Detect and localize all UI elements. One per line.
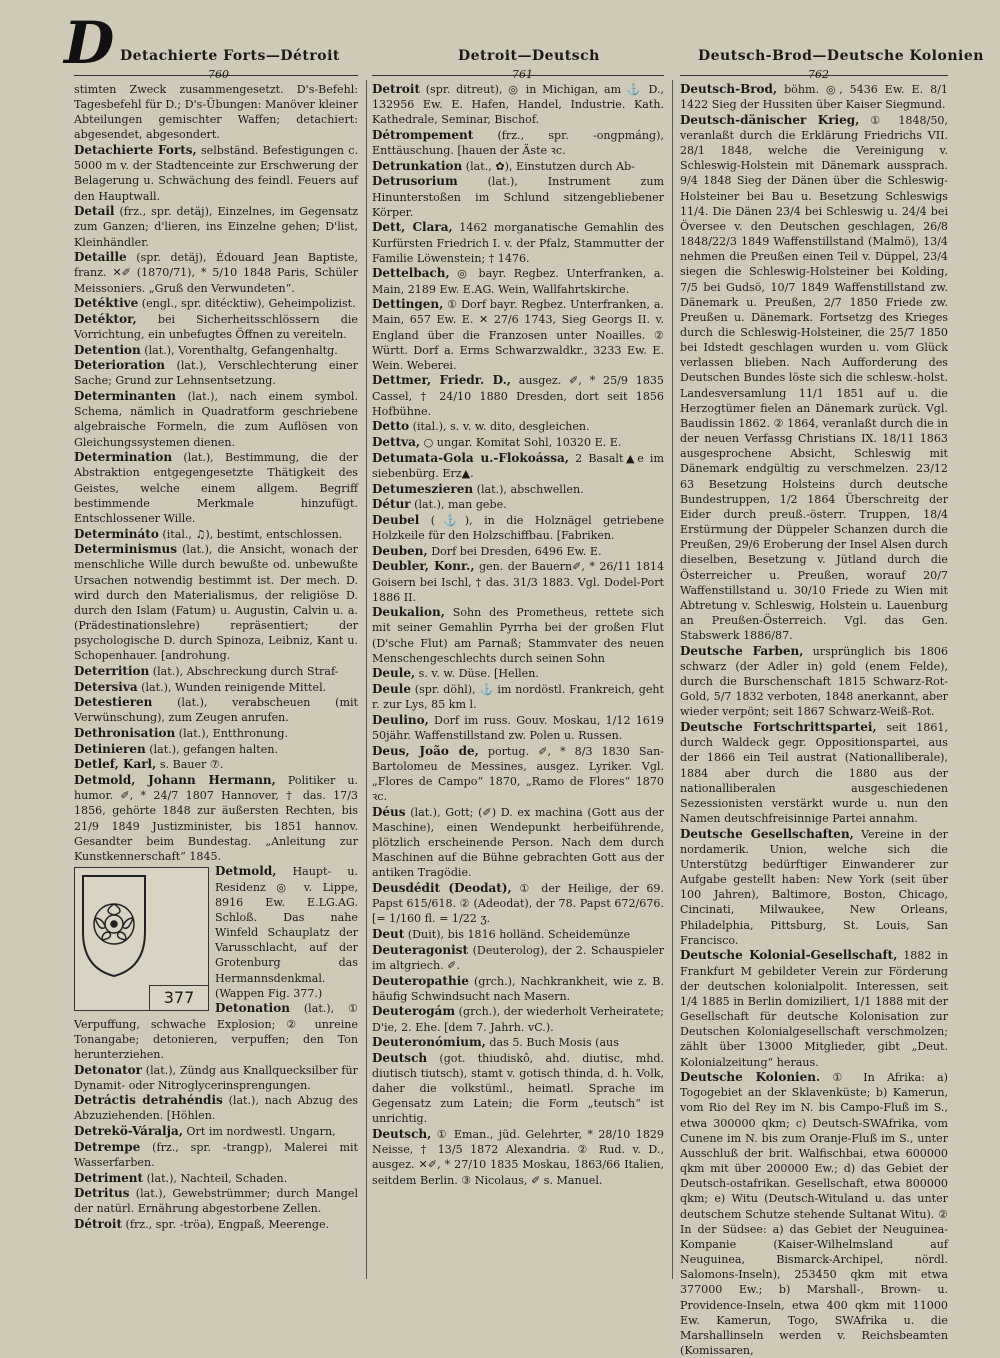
headword: Deus, João de, [372,743,479,758]
headword: Deut [372,927,405,942]
headword: Dettelbach, [372,266,450,281]
dictionary-entry [74,143,358,204]
entry-text: (engl., spr. ditécktiw), Geheimpolizist. [138,297,356,311]
entry-text: (lat.), Instrument zum Hinunterstoßen im Schlund sitzengebliebener Körper. [372,175,664,219]
dictionary-entry [372,266,664,296]
entry-text: (lat.), Zündg aus Knallquecksilber für Dynamit- oder Nitroglycerinsprengungen. [74,1063,358,1092]
dictionary-entry [372,666,664,681]
headword: Detaille [74,250,127,265]
headword: Detachierte Forts, [74,143,197,158]
dictionary-entry [372,297,664,373]
dictionary-entry [372,373,664,418]
headword: Dettingen, [372,297,444,312]
headword: Deutsch-dänischer Krieg, [680,112,860,127]
dictionary-entry [74,542,358,663]
headword: Detail [74,204,115,219]
headword: Detonation [215,1001,290,1016]
dictionary-entry [74,204,358,249]
entry-text: seit 1861, durch Waldeck gegr. Oppositionspartei, aus der 1866 ein Teil austrat (Nationalliberale), 1884 aber durch die 1880 aus der nationalliberalen ausgeschiedenen Sezessionisten verstärkt wurde u. nun den Namen deutschfreisinnige Partei annahm. [680,721,949,825]
entry-text: ① der Heilige, der 69. Papst 615/618. ② (Adeodat), der 78. Papst 672/676. [= 1/160 fl. = 1/22 ʒ. [372,882,664,926]
headword: Deuteragonist [372,942,469,957]
entry-text: ausgez. ✐, * 25/9 1835 Cassel, † 24/10 1880 Dresden, dort seit 1856 Hofbühne. [372,374,664,418]
headword: Detrekö-Váralja, [74,1124,183,1139]
headword: Deuben, [372,543,428,558]
headword: Dethronisation [74,726,176,741]
dictionary-entry [372,482,664,497]
headword: Detéktor, [74,311,137,326]
entry-text: portug. ✐, * 8/3 1830 San-Bartolomeu de Messines, ausgez. Lyriker. Vgl. „Flores de Campo“ 1870, „Ramo de Flores“ 1870 ꝛc. [372,744,664,804]
headword: Deutsch-Brod, [680,82,778,96]
headword: Deuterogám [372,1004,456,1019]
entry-text: bei Sicherheitsschlössern die Vorrichtung, ein unbefugtes Öffnen zu vereiteln. [74,312,358,341]
dictionary-entry [74,773,358,864]
column-1 [74,82,358,1281]
entry-text: (lat.), Wunden reinigende Mittel. [137,680,327,694]
entry-text: Vereine in der nordamerik. Union, welche sich die Unterstützg bedürftiger Einwanderer zur Aufgabe gestellt haben: New York (seit über 100 Jahren), Baltimore, Boston, Chicago, Cincinati, Milwaukee, New Orleans, Philadelphia, Pittsburg, St. Louis, San Francisco. [680,827,948,947]
entry-text: (lat.), gefangen halten. [145,742,279,756]
dictionary-entry [372,1004,664,1034]
headword: Deubler, Konr., [372,559,475,574]
dictionary-entry [372,927,664,942]
dictionary-entry [372,682,664,712]
dictionary-entry [74,358,358,388]
dictionary-entry [74,450,358,526]
entry-text: (spr. ditreut), ◎ in Michigan, am ⚓ D., 132956 Ew. E. Hafen, Handel, Industrie. Kath. Kathedrale, Seminar, Bischof. [372,83,664,127]
section-letter: D [64,9,115,77]
dictionary-entry [372,82,664,127]
headword: Deutsche Fortschrittspartei, [680,720,877,735]
entry-text: (ital.), s. v. w. dito, desgleichen. [409,420,590,434]
dictionary-entry [74,250,358,295]
headword: Détrompement [372,127,474,142]
headword: Deukalion, [372,605,445,620]
entry-text: (ital., ♫), bestimt, entschlossen. [158,527,343,541]
page-number-right: 762 [808,68,829,81]
entry-text: (lat.), man gebe. [410,498,507,512]
header-right: Deutsch-Brod—Deutsche Kolonien [698,48,984,64]
dictionary-entry [372,713,664,743]
entry-text: s. Bauer ⑦. [156,758,224,772]
dictionary-entry [680,113,948,643]
dictionary-entry [372,419,664,434]
entry-text: (lat.), abschwellen. [473,482,584,496]
entry-text: ◎ bayr. Regbez. Unterfranken, a. Main, 2189 Ew. E.AG. Wein, Wallfahrtskirche. [372,267,664,296]
column-2 [372,82,664,1281]
dictionary-entry [74,1124,358,1139]
page-number-left: 760 [208,68,229,81]
headword: Detroit [372,82,421,96]
dictionary-entry [372,744,664,805]
headword: Deutsch [372,1050,428,1065]
entry-text: Haupt- u. Residenz ◎ v. Lippe, 8916 Ew. E.LG.AG. Schloß. Das nahe Winfeld Schauplatz der Varusschlacht, auf der Grotenburg das Hermannsdenkmal. (Wappen Fig. 377.) [215,865,358,1000]
headword: Deule, [372,666,416,681]
headword: Determinismus [74,542,178,557]
headword: Detmold, Johann Hermann, [74,773,276,788]
entry-text: Sohn des Prometheus, rettete sich mit seiner Gemahlin Pyrrha bei der großen Flut (D'sche Flut) am Parnaß; Stammvater des neuen Menschengeschlechts durch seinen Sohn [372,606,664,665]
dictionary-entry [680,948,948,1069]
dictionary-entry [74,82,358,143]
entry-text: (grch.), Nachkrankheit, wie z. B. häufig Schwindsucht nach Masern. [372,974,664,1003]
dictionary-entry [372,559,664,604]
headword: Déus [372,804,406,819]
entry-text: s. v. w. Düse. [Hellen. [415,667,539,681]
entry-text: ① 1848/50, veranlaßt durch die Erklärung Friedrichs VII. 28/1 1848, welche die Vereinigung v. Schleswig-Holstein mit Dänemark aussprach. 9/4 1848 Sieg der Dänen über die Schleswig-Holsteiner bei Bau u. Besetzung Schleswigs 11/4. Die Dänen 23/4 bei Schleswig u. 24/4 bei Översee v. den Deutschen geschlagen, 26/8 1848/22/3 1849 Waffenstillstand (Malmö), 13/4 nehmen die Preußen einen Teil v. Düppel, 23/4 siegen die Schleswig-Holsteiner bei Kolding, 7/5 bei Gudsö, 10/7 1849 Waffenstillstand zw. Dänemark u. Preußen, 2/7 1850 Friede zw. Preußen u. Dänemark. Fortsetzg des Krieges durch die Schleswig-Holsteiner, die 25/7 1850 bei Idstedt geschlagen wurden u. vom Glück verlassen blieben. Nach Aufforderung des Deutschen Bundes löste sich die schlesw.-holst. Landesversamlung 11/1 1851 auf u. die Herzogtümer fielen an Dänemark zurück. Vgl. Baudissin 1862. ② 1864, veranlaßt durch die in der neuen Verfassg Christians IX. 18/11 1863 ausgesprochene Absicht, Schleswig mit Dänemark endgültig zu verschmelzen. 23/12 63 Besetzung Holsteins durch deutsche Bundestruppen, 1/2 1864 Überschreitg der Eider durch preuß.-österr. Truppen, 18/4 Erstürmung der Düppeler Schanzen durch die Preußen, 29/6 Eroberung der Insel Alsen durch dieselben, Besetzung v. Jütland durch die Österreicher u. Preußen, worauf 20/7 Waffenstillstand u. 30/10 Friede zu Wien mit Abtretung v. Schleswig, Holstein u. Lauenburg an Preußen-Österreich. Vgl. das Gen. Stabswerk 1886/87. [680,113,948,643]
rose-shield-icon [79,872,149,980]
dictionary-entry [372,974,664,1004]
headword: Deutsche Kolonial-Gesellschaft, [680,948,898,963]
dictionary-entry [372,513,664,543]
entry-text: (Duit), bis 1816 holländ. Scheidemünze [404,928,631,942]
headword: Deuteronómium, [372,1035,486,1050]
dictionary-entry [680,82,948,112]
entry-text: (lat., ✿), Einstutzen durch Ab- [462,159,635,173]
headword: Detersiva [74,679,138,694]
dictionary-entry [74,1093,358,1123]
dictionary-entry [372,174,664,219]
headword: Detinieren [74,741,146,756]
headword: Detlef, Karl, [74,757,157,772]
entry-text: (frz., spr. -tröa), Engpaß, Meerenge. [122,1218,330,1232]
dictionary-entry [372,159,664,174]
dictionary-entry [74,1171,358,1186]
headword: Deterioration [74,358,166,373]
headword: Deterrition [74,663,150,678]
dictionary-entry [372,435,664,450]
dictionary-entry [372,497,664,512]
entry-text: (frz., spr. -ongpmáng), Enttäuschung. [hauen der Äste ꝛc. [372,128,664,158]
headword: Determinanten [74,389,176,404]
entry-text: (got. thiudiskô, ahd. diutisc, mhd. diutisch tiutsch), stamt v. gotisch thinda, d. h. Volk, daher die volkstüml., heimatl. Sprache im Gegensatz zum Latein; die Form „teutsch“ ist unrichtig. [372,1051,664,1126]
figure-number: 377 [149,985,208,1010]
dictionary-entry [74,312,358,342]
dictionary-entry [372,881,664,926]
coat-of-arms-figure [74,867,209,1011]
column-divider [366,80,367,1279]
headword: Deulino, [372,712,429,727]
headword: Detrunkation [372,158,463,173]
dictionary-entry [372,1127,664,1188]
headword: Determination [74,450,173,465]
dictionary-entry [372,805,664,881]
entry-text: (lat.), Nachteil, Schaden. [143,1171,288,1185]
dictionary-entry [372,1035,664,1050]
headword: Detention [74,342,141,357]
entry-text: (lat.), Bestimmung, die der Abstraktion entgegengesetzte Thätigkeit des Geistes, welche einem allgem. Begriff bestimmende Merkmale hinzufügt. Entschlossener Wille. [74,451,358,525]
dictionary-entry [680,1070,948,1358]
dictionary-entry [74,664,358,679]
entry-text: böhm. ◎, 5436 Ew. E. 8/1 1422 Sieg der Hussiten über Kaiser Siegmund. [680,83,948,112]
dictionary-entry [74,1217,358,1232]
headword: Deutsche Kolonien. [680,1070,821,1085]
headword: Deutsche Farben, [680,643,804,658]
headword: Detriment [74,1170,144,1185]
entry-text: (lat.), verabscheuen (mit Verwünschung), zum Zeugen anrufen. [74,696,358,725]
entry-text: (grch.), der wiederholt Verheiratete; D'ie, 2. Ehe. [dem 7. Jahrh. vC.). [372,1005,664,1034]
headword: Detéktive [74,296,139,311]
dictionary-entry [74,742,358,757]
headword: Deutsch, [372,1127,432,1142]
entry-text: (lat.), Vorenthaltg, Gefangenhaltg. [140,343,338,357]
headword: Detrempe [74,1139,141,1154]
dictionary-entry [680,720,948,826]
dictionary-entry [680,644,948,720]
headword: Détur [372,497,411,512]
headword: Determináto [74,526,159,541]
headword: Dettmer, Friedr. D., [372,373,511,388]
dictionary-entry [372,544,664,559]
entry-text: (Deuterolog), der 2. Schauspieler im altgriech. ✐. [372,943,664,972]
dictionary-entry [372,943,664,973]
entry-text: selbständ. Befestigungen c. 5000 m v. der Stadtenceinte zur Erschwerung der Belagerung u. Schwächung des feindl. Feuers auf den Hauptwall. [74,144,358,203]
entry-text: (lat.), nach einem symbol. Schema, nämlich in Quadratform geschriebene algebraische Formeln, die zum Auflösen von Gleichungssystemen dienen. [74,390,358,449]
column-divider [672,80,673,1279]
headword: Deutsche Gesellschaften, [680,826,854,841]
header-left: Detachierte Forts—Détroit [120,48,340,64]
dictionary-entry [74,1063,358,1093]
entry-text: (lat.), Verschlechterung einer Sache; Grund zur Lehnsentsetzung. [74,359,358,388]
entry-text: (spr. döhl), ⚓ im nordöstl. Frankreich, geht r. zur Lys, 85 km l. [372,683,664,712]
dictionary-entry [680,827,948,948]
dictionary-entry [74,343,358,358]
entry-text: ursprünglich bis 1806 schwarz (der Adler in) gold (enem Felde), durch die Burschenschaft 1815 Schwarz-Rot-Gold, 5/7 1832 verboten, 1848 anerkannt, aber wieder verpönt; seit 1867 Schwarz-Weiß-Rot. [680,644,949,719]
headword: Deusdédit (Deodat), [372,881,512,896]
dictionary-entry [74,1140,358,1170]
entry-text: stimten Zweck zusammengesetzt. D's-Befehl: Tagesbefehl für D.; D's-Übungen: Manöver kleiner Abteilungen gemischter Waffen; detachiert: abgesendet, abgesondert. [74,83,358,142]
dictionary-entry [74,726,358,741]
column-3 [680,82,949,1357]
headword: Detrusorium [372,174,458,189]
headword: Detumeszieren [372,481,474,496]
headword: Detumata-Gola u.-Flokoássa, [372,450,569,465]
dictionary-entry [372,605,664,666]
headword: Deule [372,682,411,697]
entry-text: (lat.), Gott; (✐) D. ex machina (Gott aus der Maschine), einen Wendepunkt herbeiführende, plötzlich erscheinende Person. Nach dem durch Maschinen auf die Bühne gebrachten Gott aus der antiken Tragödie. [372,805,664,880]
entry-text: (lat.), Gewebstrümmer; durch Mangel der natürl. Ernährung abgestorbene Zellen. [74,1187,358,1216]
headword: Detráctis detrahéndis [74,1093,223,1108]
page-number-middle: 761 [512,68,533,81]
dictionary-entry [372,1051,664,1127]
entry-text: 1882 in Frankfurt M gebildeter Verein zur Förderung der deutschen kolonialpolit. Interessen, seit 1/4 1885 in Berlin domiziliert, 1/1 1888 mit der Gesellschaft für deutsche Kolonisation zur Deutschen Kolonialgesellschaft verschmolzen; zählt über 13000 Mitglieder, gibt „Deut. Kolonialzeitung“ heraus. [680,949,948,1069]
headword: Detmold, [215,864,277,879]
headword: Detestieren [74,695,153,710]
entry-text: Dorf bei Dresden, 6496 Ew. E. [427,544,602,558]
headword: Detonator [74,1062,142,1077]
dictionary-entry [372,128,664,158]
entry-text: ① In Afrika: a) Togogebiet an der Sklavenküste; b) Kamerun, vom Rio del Rey im N. bis Campo-Fluß im S., etwa 300000 qkm; c) Deutsch-SWAfrika, vom Cunene im N. bis zum Oranje-Fluß im S., unter Ausschluß der brit. Walfischbai, etwa 600000 qkm mit über 200000 Ew.; d) das Gebiet der Deutsch-ostafrikan. Gesellschaft, etwa 800000 qkm; e) Witu (Deutsch-Wituland u. das unter deutschem Schutze stehende Sultanat Witu). ② In der Südsee: a) das Gebiet der Neuguinea-Kompanie (Kaiser-Wilhelmsland auf Neuguinea, Bismarck-Archipel, nördl. Salomons-Inseln), 253450 qkm mit etwa 377000 Ew.; b) Marshall-, Brown- u. Providence-Inseln, etwa 400 qkm mit 11000 Ew. Kamerun, Togo, SWAfrika u. die Marshallinseln werden v. Reichsbeamten (Komissaren, [680,1071,948,1357]
dictionary-entry [372,451,664,481]
entry-text: (spr. detäj), Édouard Jean Baptiste, franz. ✕✐ (1870/71), * 5/10 1848 Paris, Schüler Meissoniers. „Gruß den Verwundeten“. [74,251,358,295]
dictionary-entry [372,220,664,265]
entry-text: ① Eman., jüd. Gelehrter, * 28/10 1829 Neisse, † 13/5 1872 Alexandria. ② Rud. v. D., ausgez. ✕✐, * 27/10 1835 Moskau, 1863/66 Italien, seitdem Berlin. ③ Nicolaus, ✐ s. Manuel. [372,1128,664,1187]
headword: Dettva, [372,435,421,450]
entry-text: (lat.), Abschreckung durch Straf- [149,664,339,678]
entry-text: 1462 morganatische Gemahlin des Kurfürsten Friedrich I. v. der Pfalz, Stammutter der Familie Löwenstein; † 1476. [372,221,664,265]
entry-text: Politiker u. humor. ✐, * 24/7 1807 Hannover, † das. 17/3 1856, gehörte 1848 zur äußersten Rechten, bis 21/9 1849 Justizminister, bis 1851 hannov. Gesandter beim Bundestag. „Anleitung zur Kunstkennerschaft“ 1845. [74,774,358,863]
entry-text: gen. der Bauern✐, * 26/11 1814 Goisern bei Ischl, † das. 31/3 1883. Vgl. Dodel-Port 1886 II. [372,560,665,604]
dictionary-entry [74,757,358,772]
entry-text: (lat.), Entthronung. [175,727,289,741]
dictionary-entry [74,389,358,450]
dictionary-entry [74,695,358,725]
headword: Dett, Clara, [372,220,453,235]
entry-text: (⚓), in die Holznägel getriebene Holzkeile für den Holzschiffbau. [Fabriken. [372,513,664,543]
header-middle: Detroit—Deutsch [458,48,600,64]
entry-text: (frz., spr. detäj), Einzelnes, im Gegensatz zum Ganzen; d'lieren, ins Einzelne gehen; D'list, Kleinhändler. [74,205,358,249]
dictionary-entry [74,680,358,695]
entry-text: (frz., spr. -trangp), Malerei mit Wasserfarben. [74,1140,358,1169]
entry-text: (lat.), ① Verpuffung, schwache Explosion; ② unreine Tonangabe; detonieren, verpuffen; den Ton herunterziehen. [74,1002,358,1061]
dictionary-entry [74,1186,358,1216]
entry-text: 2 Basalt▲e im siebenbürg. Erz▲. [372,451,664,480]
headword: Deuteropathie [372,973,469,988]
entry-text: (lat.), nach Abzug des Abzuziehenden. [Höhlen. [74,1094,358,1123]
entry-text: Ort im nordwestl. Ungarn, [182,1125,336,1139]
entry-text: (lat.), die Ansicht, wonach der menschliche Wille durch bewußte od. unbewußte Ursachen notwendig bestimmt ist. Der mech. D. wird durch den Materialismus, der religiöse D. durch den Islam (Fatum) u. Augustin, Calvin u. a. (Prädestinationslehre) repräsentiert; der psychologische D. durch Spinoza, Leibniz, Kant u. Schopenhauer. [androhung. [74,543,358,663]
entry-text: das 5. Buch Mosis (aus [485,1036,619,1050]
dictionary-entry [74,864,358,1008]
entry-text: ① Dorf bayr. Regbez. Unterfranken, a. Main, 657 Ew. E. ✕ 27/6 1743, Sieg Georgs II. v. England über die Franzosen unter Noailles. ② Württ. Dorf a. Erms Schwarzwaldkr., 3233 Ew. E. Wein. Weberei. [372,298,664,372]
headword: Detritus [74,1186,130,1201]
headword: Detto [372,419,410,434]
headword: Détroit [74,1217,123,1232]
entry-text: ○ ungar. Komitat Sohl, 10320 E. E. [420,436,622,450]
dictionary-entry [74,527,358,542]
headword: Deubel [372,512,420,527]
dictionary-entry [74,296,358,311]
entry-text: Dorf im russ. Gouv. Moskau, 1/12 1619 50jähr. Waffenstillstand zw. Polen u. Russen. [372,713,664,743]
